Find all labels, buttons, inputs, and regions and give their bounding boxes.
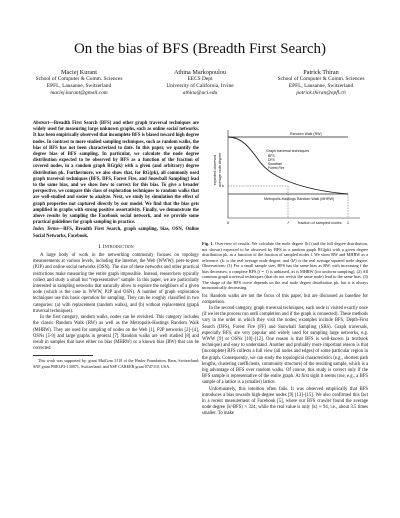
legend-item-bfs: BFS	[268, 154, 275, 158]
author-block	[20, 69, 380, 96]
figure-caption	[202, 241, 368, 291]
y-tick-k: k	[222, 183, 224, 188]
author-email: patrick.thiran@epfl.ch	[296, 89, 346, 96]
caption-body: Overview of results. We calculate the node degree ⟨k⟩ (and the full degree distribution, not shown) expected to be observed by BFS in a random graph RG(pk) with a given degree distribution pk, as a function of the fraction of sampled nodes f. We show RW and MHRW as a reference. (k: is the real average node degree, and ⟨k²⟩ is the real average squared node degree. Observations: (1) For a small sample size, BFS has the same bias as RW, with increasing f the bias decreases; a complete BFS (f = 1) is unbiased, as is MHRW (for uniform sampling). (2) All common graph traversal techniques (that do not revisit the same node) lead to the same bias. (3) The shape of the BFS curve depends on the real node degree distribution pk, but it is always monotonically decreasing.	[202, 241, 368, 290]
author-1	[20, 69, 138, 96]
right-paragraph-3: Unfortunately, this intuition often fails. It was observed empirically that BFS introduces a bias towards high-degree nodes [9] [13]–[15]. We also confirmed this fact in a recent measurement of Facebook [5], where our BFS crawler found the average node degree ⟨k^BFS⟩ ≈ 324, while the real value is only ⟨k⟩ ≈ 94, i.e., about 3.5 times smaller. To make	[202, 386, 368, 417]
y-axis-label-line-2: average node degree	[218, 152, 222, 188]
paper-title: On the bias of BFS (Breadth First Search)	[73, 41, 327, 57]
index-terms-lead: Index Terms	[33, 227, 59, 233]
author-2	[141, 69, 259, 96]
right-column	[202, 126, 368, 418]
section-heading: I. Introduction	[98, 243, 134, 250]
label-rw: Random Walk (RW)	[290, 132, 322, 136]
right-paragraph-2: In the second category, graph traversal techniques, each node is visited exactly once (if we let the process run until completion and if the graph is connected). These methods vary in the order in which they visit the nodes; examples include BFS, Depth-First Search (DFS), Forest Fire (FF) and Snowball Sampling (SBS). Graph traversals, especially BFS, are very popular and widely used for sampling large networks, e.g. WWW [9] or OSNs [10]–[12]. One reason is that BFS is well-known (a textbook technique) and easy to understand. Another and probably more important reason is that (incomplete) BFS collects a full view (all nodes and edges) of some particular region in the graph. Consequently, we can study the topological characteristics (e.g., shortest path lengths, clustering coefficients, community structure) of the resulting sample, which is a big advantage of BFS over random walks. Of course, this study is correct only if the BFS sample is representative of the entire graph. At first sight it seems true, e.g., a BFS sample of a lattice is a (smaller) lattice.	[202, 305, 368, 386]
caption-lead: Fig. 1.	[202, 241, 214, 246]
author-affiliation: EECS Dept	[187, 76, 213, 83]
author-affiliation: School of Computer & Comm. Sciences	[277, 76, 365, 83]
author-location: EPFL, Lausanne, Switzerland	[46, 83, 112, 89]
right-paragraph-1: for. Random walks are not the focus of this paper, but are discussed as baseline for comparison.	[202, 293, 368, 305]
author-location: University of California, Irvine	[166, 83, 234, 89]
figure-1-diagram	[202, 126, 368, 240]
y-axis-label-line-1: expected observed	[213, 154, 217, 186]
author-name: Athina Markopoulou	[173, 69, 227, 76]
index-terms	[33, 227, 199, 239]
author-affiliation: School of Computer & Comm. Sciences	[35, 76, 123, 83]
footnote: This work was supported by: grant MaiCom 2110 of the Hasler Foundation, Bern, Switzerland; SNF grant PBELP2-130871, Switzerland; and NSF CAREER grant 0747110, USA.	[33, 358, 199, 369]
author-3	[262, 69, 380, 96]
x-tick-1: 1	[346, 220, 350, 225]
abstract-body: —Breadth First Search (BFS) and other graph traversal techniques are widely used for measuring large unknown graphs, such as online social networks. It has been empirically observed that incomplete BFS is biased toward high degree nodes. In contrast to more studied sampling techniques, such as random walks, the bias of BFS has not been characterized to date. In this paper, we quantify the degree bias of BFS sampling. In particular, we calculate the node degree distribution expected to be observed by BFS as a function of the fraction of covered nodes, in a random graph RG(pk) with a given (and arbitrary) degree distribution pk. Furthermore, we also show that, for RG(pk), all commonly used graph traversal techniques (BFS, DFS, Forest Fire, and Snowball Sampling) lead to the same bias, and we show how to correct for this bias. To give a broader perspective, we compare this class of exploration techniques to random walks that are well-studied and easier to analyze. Next, we study by simulation the effect of graph properties not captured directly by our model. We find that the bias gets amplified in graphs with strong positive assortativity. Finally, we demonstrate the above results by sampling the Facebook social network, and we provide some practical guidelines for graph sampling in practice.	[33, 121, 199, 226]
footnote-rule	[33, 355, 93, 356]
legend-title: Graph traversal techniques	[266, 149, 310, 153]
figure-1	[202, 126, 368, 240]
intro-paragraph-2: In the first category, random walks, nodes can be revisited. This category includes the classic Random Walk (RW) as well as the Metropolis-Hastings Random Walk (MHRW). They are used for sampling of nodes on the Web [1], P2P networks [2]–[4], OSNs [5-9] and large graphs in general [7]. Random walks are well studied [8] and result in samples that have either no bias (MHRW) or a known bias (RW) that can be corrected	[33, 315, 199, 352]
label-mhrw: Metropolis-Hastings Random Walk (MHRW)	[264, 197, 335, 201]
abstract	[33, 121, 199, 226]
x-tick-f: f	[287, 220, 289, 225]
intro-paragraph-1: A large body of work in the networking community focuses on topology measurements at various levels, including the Internet, the Web (WWW), peer-to-peer (P2P) and online social networks (OSN). The size of these networks and other practical restrictions make measuring the entire graph impossible. Instead, researchers typically collect and study a small but “representative” sample. In this paper, we are particularly interested in sampling networks that naturally allow to explore the neighbors of a given node (which is the case in WWW, P2P and OSN). A number of graph exploration techniques use this basic operation for sampling. They can be roughly classified in two categories: (a) with replacement (random walks), and (b) without replacement (graph traversal techniques).	[33, 253, 199, 314]
author-email: maciej.kurant@gmail.com	[50, 89, 108, 96]
x-tick-0: 0	[226, 220, 230, 225]
abstract-lead: Abstract	[33, 121, 50, 126]
author-name: Maciej Kurant	[61, 69, 97, 76]
legend-item-snowball: Snowball	[268, 162, 282, 166]
traversal-curve	[228, 137, 348, 194]
index-terms-body: —BFS, Breadth First Search, graph sampling, bias, OSN, Online Social Networks, Facebook.	[33, 227, 199, 239]
author-name: Patrick Thiran	[303, 69, 339, 76]
author-email: athina@uci.edu	[182, 89, 218, 96]
author-location: EPFL, Lausanne, Switzerland	[288, 83, 354, 89]
legend-item-dfs: DFS	[268, 158, 275, 162]
legend-item-forest-fire: Forest Fire	[268, 166, 285, 170]
x-axis-label: fraction of sampled nodes	[298, 221, 342, 225]
left-column	[33, 121, 199, 369]
